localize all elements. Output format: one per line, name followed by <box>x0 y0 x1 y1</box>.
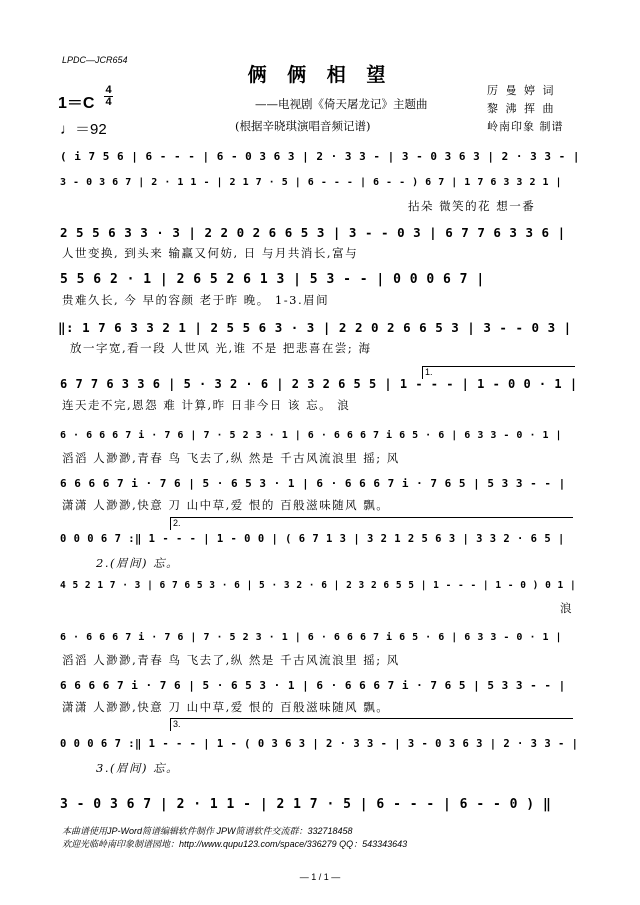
score-row-4: 5 5 6 2 · 1 | 2 6 5 2 6 1 3 | 5 3 - - | 0 0 0 6 7 | <box>60 272 485 287</box>
lyric-row-7: 滔滔 人渺渺,青春 鸟 飞去了,纵 然是 千古风流浪里 摇; 风 <box>62 451 400 465</box>
lyric-row-3: 人世变换, 到头来 输赢又何妨, 日 与月共消长,富与 <box>62 246 359 260</box>
lyric-row-4: 贵难久长, 今 早的容颜 老于昨 晚。 1-3.眉间 <box>62 293 330 307</box>
page-number: — 1 / 1 — <box>299 872 341 882</box>
volta-3: 3. <box>170 718 573 731</box>
volta-2: 2. <box>170 517 573 530</box>
song-title: 俩 俩 相 望 <box>247 64 393 86</box>
key-signature: 1＝C <box>58 95 95 112</box>
arranger-credit: 岭南印象 制谱 <box>487 120 564 133</box>
lyric-row-9: 2.(眉间) 忘。 <box>96 556 180 570</box>
lyric-row-12: 潇潇 人渺渺,快意 刀 山中草,爱 恨的 百般滋味随风 飘。 <box>62 700 390 714</box>
score-code: LPDC—JCR654 <box>62 55 128 65</box>
lyric-row-11: 滔滔 人渺渺,青春 鸟 飞去了,纵 然是 千古风流浪里 摇; 风 <box>62 653 400 667</box>
time-sig-top: 4 <box>105 84 112 96</box>
score-row-12: 6 6 6 6 7 i · 7 6 | 5 · 6 5 3 · 1 | 6 · 6 6 6 7 i · 7 6 5 | 5 3 3 - - | <box>60 679 566 692</box>
lyric-row-10: 浪 <box>560 601 573 615</box>
score-row-5: ‖: 1 7 6 3 3 2 1 | 2 5 5 6 3 · 3 | 2 2 0 2 6 6 5 3 | 3 - - 0 3 | <box>58 320 572 335</box>
tempo-marking: ♩＝92 <box>60 121 107 138</box>
score-row-14: 3 - 0 3 6 7 | 2 · 1 1 - | 2 1 7 · 5 | 6 - - - | 6 - - 0 ) ‖ <box>60 797 552 812</box>
footer-line-1: 本曲谱使用JP-Word简谱编辑软件制作 JPW简谱软件交流群：332718458 <box>62 826 353 836</box>
lyric-row-8: 潇潇 人渺渺,快意 刀 山中草,爱 恨的 百般滋味随风 飘。 <box>62 498 390 512</box>
score-row-11: 6 · 6 6 6 7 i · 7 6 | 7 · 5 2 3 · 1 | 6 · 6 6 6 7 i 6 5 · 6 | 6 3 3 - 0 · 1 | <box>60 632 563 643</box>
score-row-8: 6 6 6 6 7 i · 7 6 | 5 · 6 5 3 · 1 | 6 · 6 6 6 7 i · 7 6 5 | 5 3 3 - - | <box>60 477 566 490</box>
score-row-10: 4 5 2 1 7 · 3 | 6 7 6 5 3 · 6 | 5 · 3 2 · 6 | 2 3 2 6 5 5 | 1 - - - | 1 - 0 ) 0 1 | <box>60 580 577 591</box>
transcription-note: (根据辛晓琪演唱音频记谱) <box>235 119 371 133</box>
score-row-1: ( i 7 5 6 | 6 - - - | 6 - 0 3 6 3 | 2 · 3 3 - | 3 - 0 3 6 3 | 2 · 3 3 - | <box>60 150 580 163</box>
time-signature <box>104 85 113 108</box>
score-row-6: 6 7 7 6 3 3 6 | 5 · 3 2 · 6 | 2 3 2 6 5 5 | 1 - - - | 1 - 0 0 · 1 | <box>60 377 578 391</box>
score-row-13: 0 0 0 6 7 :‖ 1 - - - | 1 - ( 0 3 6 3 | 2 · 3 3 - | 3 - 0 3 6 3 | 2 · 3 3 - | <box>60 738 579 750</box>
score-row-3: 2 5 5 6 3 3 · 3 | 2 2 0 2 6 6 5 3 | 3 - - 0 3 | 6 7 7 6 3 3 6 | <box>60 225 566 240</box>
lyric-row-5: 放一字宽,看一段 人世风 光,谁 不是 把悲喜在尝; 海 <box>70 341 372 355</box>
composer-credit: 黎 沸 挥 曲 <box>487 102 556 115</box>
score-row-2: 3 - 0 3 6 7 | 2 · 1 1 - | 2 1 7 · 5 | 6 - - - | 6 - - ) 6 7 | 1 7 6 3 3 2 1 | <box>60 177 563 188</box>
volta-1: 1. <box>422 366 575 379</box>
lyric-row-6: 连天走不完,恩怨 难 计算,昨 日非今日 该 忘。 浪 <box>62 398 351 412</box>
lyricist-credit: 厉 曼 婷 词 <box>487 84 556 97</box>
time-sig-bottom: 4 <box>105 96 112 108</box>
footer-line-2: 欢迎光临岭南印象制谱园地：http://www.qupu123.com/space/336279 QQ：543343643 <box>62 839 408 849</box>
score-row-7: 6 · 6 6 6 7 i · 7 6 | 7 · 5 2 3 · 1 | 6 · 6 6 6 7 i 6 5 · 6 | 6 3 3 - 0 · 1 | <box>60 430 563 441</box>
lyric-row-13: 3.(眉间) 忘。 <box>96 761 180 775</box>
score-row-9: 0 0 0 6 7 :‖ 1 - - - | 1 - 0 0 | ( 6 7 1 3 | 3 2 1 2 5 6 3 | 3 3 2 · 6 5 | <box>60 533 565 545</box>
lyric-row-2: 拈朵 微笑的花 想一番 <box>408 199 536 213</box>
subtitle: ——电视剧《倚天屠龙记》主题曲 <box>255 97 428 111</box>
